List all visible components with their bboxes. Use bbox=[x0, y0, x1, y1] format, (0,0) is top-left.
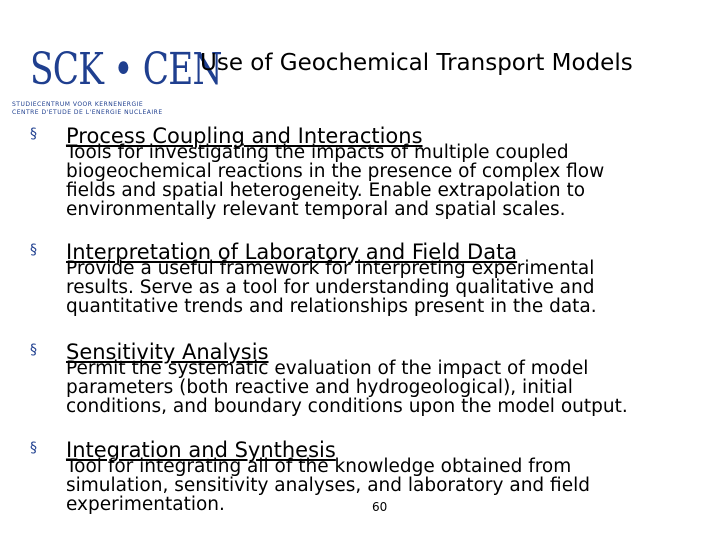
bullet-icon: § bbox=[30, 342, 37, 358]
page-number: 60 bbox=[372, 500, 388, 514]
logo-subtitle-french: CENTRE D'ETUDE DE L'ENERGIE NUCLEAIRE bbox=[12, 109, 163, 116]
section-body bbox=[66, 359, 628, 416]
body-line: conditions, and boundary conditions upon the model output. bbox=[66, 396, 628, 417]
bullet-icon: § bbox=[30, 126, 37, 142]
body-line: Tool for integrating all of the knowledge obtained from bbox=[66, 456, 572, 477]
sck-cen-logo bbox=[8, 44, 222, 122]
logo-subtitle-dutch: STUDIECENTRUM VOOR KERNENERGIE bbox=[12, 101, 144, 108]
body-line: simulation, sensitivity analyses, and laboratory and field bbox=[66, 475, 590, 496]
body-line: environmentally relevant temporal and spatial scales. bbox=[66, 199, 566, 220]
section-body bbox=[66, 259, 597, 316]
body-line: Tools for investigating the impacts of multiple coupled bbox=[66, 142, 569, 163]
slide-title: Use of Geochemical Transport Models bbox=[200, 50, 633, 76]
bullet-icon: § bbox=[30, 440, 37, 456]
section-heading: Integration and Synthesis bbox=[66, 438, 336, 462]
body-line: results. Serve as a tool for understanding qualitative and bbox=[66, 277, 595, 298]
section-body bbox=[66, 457, 590, 514]
body-line: experimentation. bbox=[66, 494, 225, 515]
section-heading: Sensitivity Analysis bbox=[66, 340, 269, 364]
body-line: fields and spatial heterogeneity. Enable extrapolation to bbox=[66, 180, 586, 201]
section-heading: Interpretation of Laboratory and Field Data bbox=[66, 240, 518, 264]
body-line: Permit the systematic evaluation of the impact of model bbox=[66, 358, 589, 379]
body-line: Provide a useful framework for interpreting experimental bbox=[66, 258, 595, 279]
logo-wordmark: SCK • CEN bbox=[30, 44, 222, 95]
body-line: quantitative trends and relationships present in the data. bbox=[66, 296, 597, 317]
section-body bbox=[66, 143, 604, 219]
body-line: parameters (both reactive and hydrogeological), initial bbox=[66, 377, 573, 398]
section-heading: Process Coupling and Interactions bbox=[66, 124, 423, 148]
bullet-icon: § bbox=[30, 242, 37, 258]
body-line: biogeochemical reactions in the presence of complex flow bbox=[66, 161, 605, 182]
